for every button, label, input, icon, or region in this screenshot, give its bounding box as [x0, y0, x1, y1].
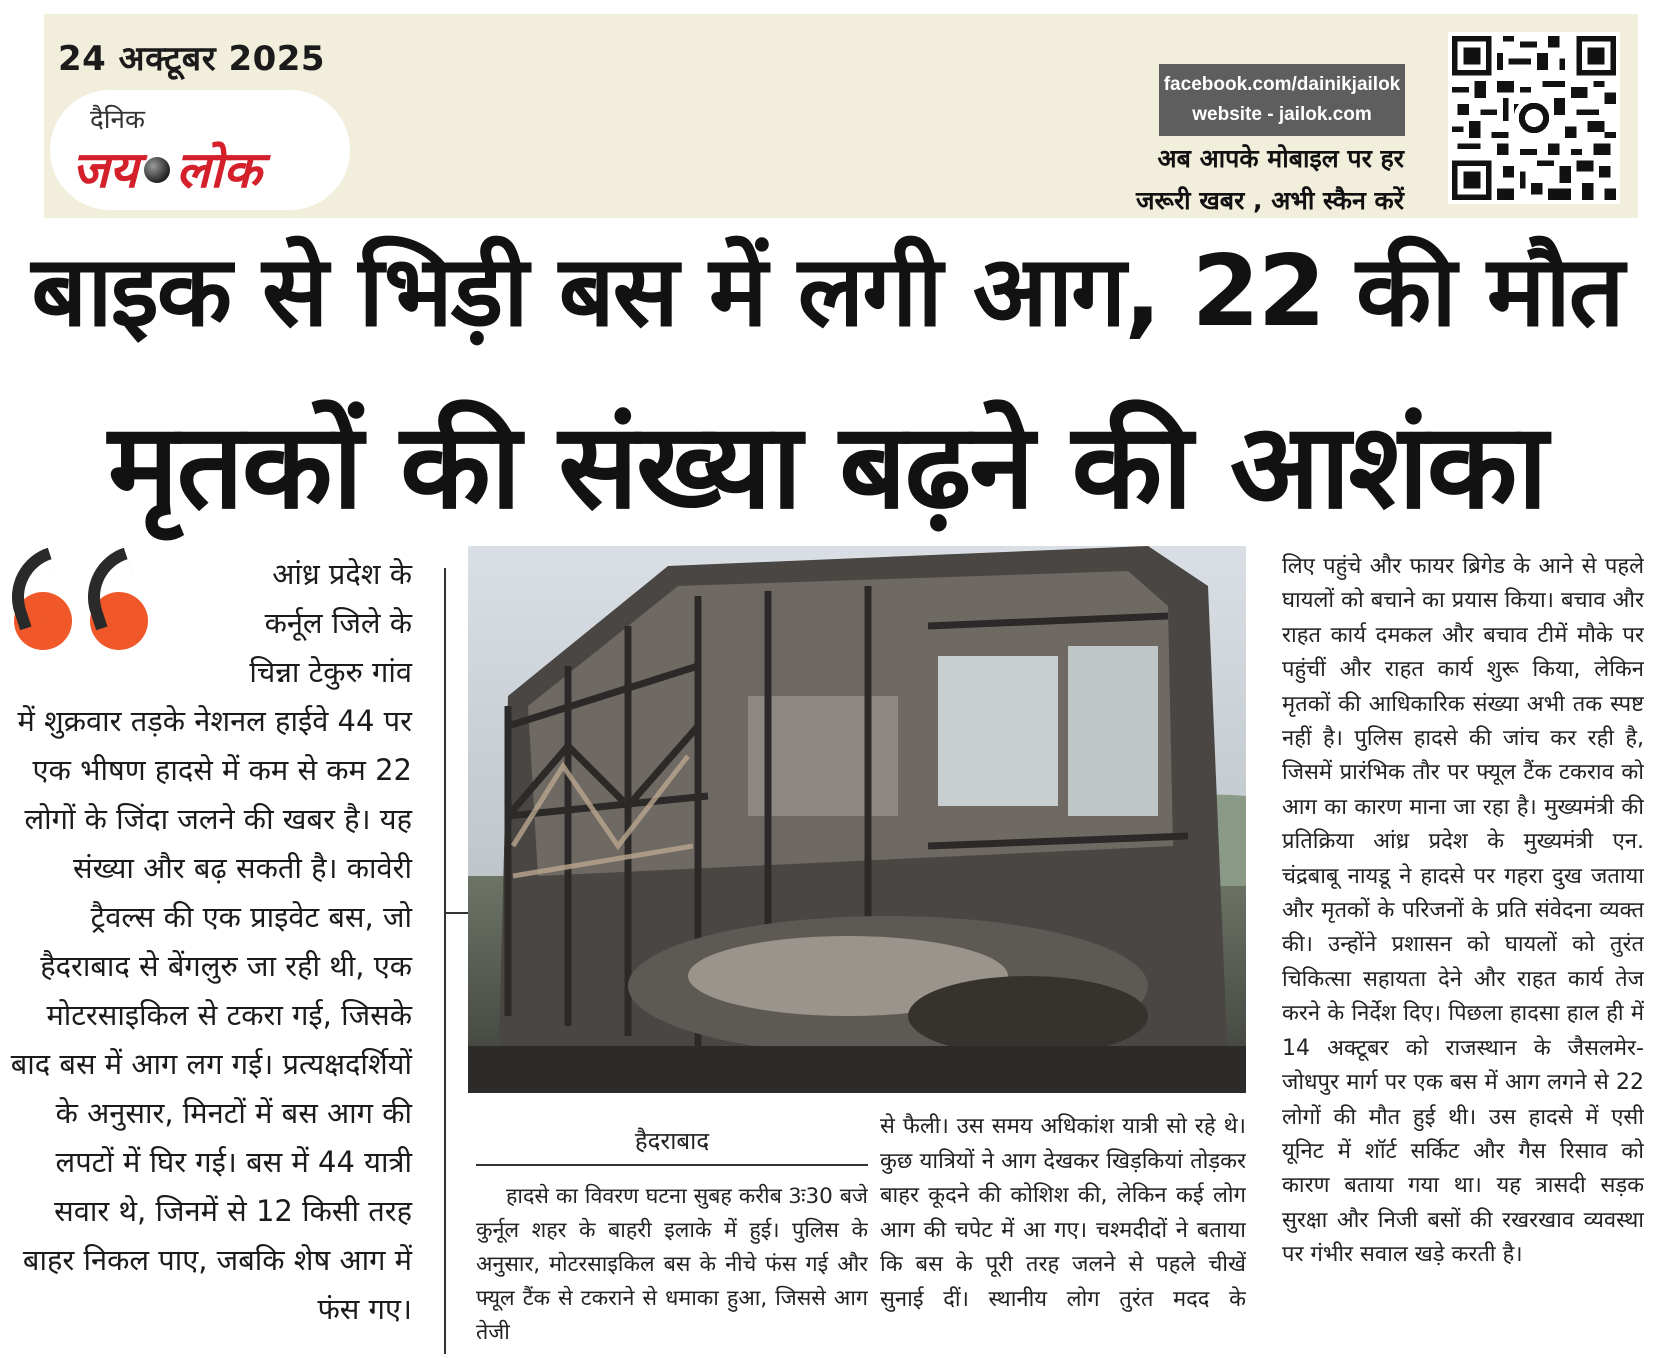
scan-prompt [1104, 138, 1404, 222]
middle-column-1: हादसे का विवरण घटना सुबह करीब 3ः30 बजे कुर्नूल शहर के बाहरी इलाके में हुई। पुलिस के अनुसार, मोटरसाइकिल बस के नीचे फंस गई और फ्यूल टैंक से टकराने से धमाका हुआ, जिससे आग तेजी [476, 1184, 868, 1345]
main-headline: बाइक से भिड़ी बस में लगी आग, 22 की मौत [31, 235, 1623, 349]
masthead [44, 14, 1638, 218]
logo-left-text: जय [72, 141, 139, 199]
qr-code-icon [1448, 32, 1620, 204]
burnt-bus-photo [468, 546, 1246, 1093]
sub-headline: मृतकों की संख्या बढ़ने की आशंका [108, 397, 1546, 535]
lead-line-2: कर्नूल जिले के [264, 606, 412, 640]
logo-small-text: दैनिक [90, 105, 145, 135]
column-divider-tick [444, 912, 470, 914]
social-links-box [1159, 64, 1405, 136]
column-divider [444, 568, 446, 1354]
dateline-divider [476, 1164, 868, 1166]
lead-line-1: आंध्र प्रदेश के [272, 557, 412, 591]
globe-icon [144, 157, 170, 183]
logo-right-text: लोक [176, 141, 262, 199]
middle-column-2: से फैली। उस समय अधिकांश यात्री सो रहे थे। कुछ यात्रियों ने आग देखकर खिड़कियां तोड़कर बाहर कूदने की कोशिश की, लेकिन कई लोग आग की चपेट में आ गए। चश्मदीदों ने बताया कि बस के पूरी तरह जलने से पहले चीखें सुनाई दीं। स्थानीय लोग तुरंत मदद के [880, 1114, 1246, 1312]
scan-prompt-line2: जरूरी खबर , अभी स्कैन करें [1135, 186, 1404, 215]
right-column: लिए पहुंचे और फायर ब्रिगेड के आने से पहले घायलों को बचाने का प्रयास किया। बचाव और राहत कार्य दमकल और बचाव टीमें मौके पर पहुंचीं और राहत कार्य शुरू किया, लेकिन मृतकों की आधिकारिक संख्या अभी तक स्पष्ट नहीं है। पुलिस हादसे की जांच कर रही है, जिसमें प्रारंभिक तौर पर फ्यूल टैंक टकराव को आग का कारण माना जा रहा है। मुख्यमंत्री की प्रतिक्रिया आंध्र प्रदेश के मुख्यमंत्री एन. चंद्रबाबू नायडू ने हादसे पर गहरा दुख जताया और मृतकों के परिजनों के प्रति संवेदना व्यक्त की। उन्होंने प्रशासन को घायलों को तुरंत चिकित्सा सहायता देने और राहत कार्य तेज करने के निर्देश दिए। पिछला हादसा हाल ही में 14 अक्टूबर को राजस्थान के जैसलमेर-जोधपुर मार्ग पर एक बस में आग लगने से 22 लोगों की मौत हुई थी। उस हादसे में एसी यूनिट में शॉर्ट सर्किट और गैस रिसाव को कारण बताया गया था। यह त्रासदी सड़क सुरक्षा और निजी बसों की रखरखाव व्यवस्था पर गंभीर सवाल खड़े करती है। [1282, 554, 1644, 1268]
lead-line-3: चिन्ना टेकुरु गांव [249, 655, 412, 689]
newspaper-logo [50, 90, 350, 210]
dateline: हैदराबाद [634, 1127, 710, 1155]
left-column [10, 550, 412, 1356]
issue-date: 24 अक्टूबर 2025 [58, 39, 326, 79]
logo-wordmark [72, 134, 261, 202]
facebook-link: facebook.com/dainikjailok [1163, 74, 1401, 95]
website-link: website - jailok.com [1192, 104, 1372, 125]
lead-body: में शुक्रवार तड़के नेशनल हाईवे 44 पर एक भीषण हादसे में कम से कम 22 लोगों के जिंदा जलने की खबर है। यह संख्या और बढ़ सकती है। कावेरी ट्रैवल्स की एक प्राइवेट बस, जो हैदराबाद से बेंगलुरु जा रही थी, एक मोटरसाइकिल से टकरा गई, जिसके बाद बस में आग लग गई। प्रत्यक्षदर्शियों के अनुसार, मिनटों में बस आग की लपटों में घिर गई। बस में 44 यात्री सवार थे, जिनमें से 12 किसी तरह बाहर निकल पाए, जबकि शेष आग में फंस गए। [10, 704, 412, 1326]
scan-prompt-line1: अब आपके मोबाइल पर हर [1157, 144, 1404, 173]
